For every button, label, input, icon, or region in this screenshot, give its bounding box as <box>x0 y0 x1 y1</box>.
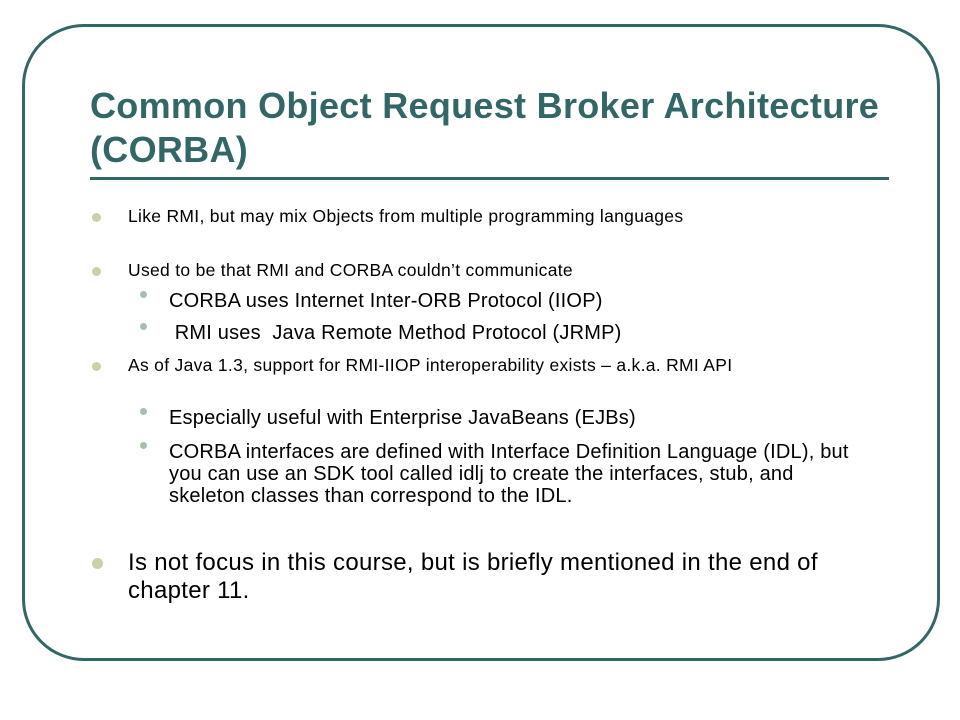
sub-bullet-item <box>140 407 880 431</box>
bullet-text: CORBA uses Internet Inter-ORB Protocol (IIOP) <box>169 290 603 312</box>
bullet-text: Used to be that RMI and CORBA couldn’t communicate <box>128 260 573 280</box>
bullet-dot-icon <box>140 323 147 330</box>
bullet-item <box>92 206 872 250</box>
bullet-dot-icon <box>92 558 103 569</box>
bullet-item <box>92 260 872 282</box>
bullet-dot-icon <box>140 442 147 449</box>
bullet-dot-icon <box>92 213 101 222</box>
slide-title: Common Object Request Broker Architecture (CORBA) <box>90 85 880 170</box>
bullet-text: CORBA interfaces are defined with Interface Definition Language (IDL), but you can use an SDK tool called idlj to create the interfaces, stub, and skeleton classes than correspond to the IDL. <box>169 441 849 507</box>
bullet-dot-icon <box>92 267 101 276</box>
bullet-dot-icon <box>140 291 147 298</box>
bullet-dot-icon <box>92 362 101 371</box>
bullet-text: Like RMI, but may mix Objects from multiple programming languages <box>128 206 684 226</box>
sub-bullet-item <box>140 322 880 346</box>
sub-bullet-item <box>140 290 880 314</box>
sub-bullet-item <box>140 441 880 533</box>
title-divider <box>90 177 889 180</box>
bullet-text: Is not focus in this course, but is briefly mentioned in the end of chapter 11. <box>128 549 818 604</box>
bullet-text: Especially useful with Enterprise JavaBeans (EJBs) <box>169 407 636 429</box>
bullet-dot-icon <box>140 408 147 415</box>
bullet-item <box>92 355 892 399</box>
bullet-text: As of Java 1.3, support for RMI-IIOP interoperability exists – a.k.a. RMI API <box>128 355 733 375</box>
bullet-text: RMI uses Java Remote Method Protocol (JRMP) <box>169 322 622 344</box>
bullet-item <box>92 549 882 609</box>
